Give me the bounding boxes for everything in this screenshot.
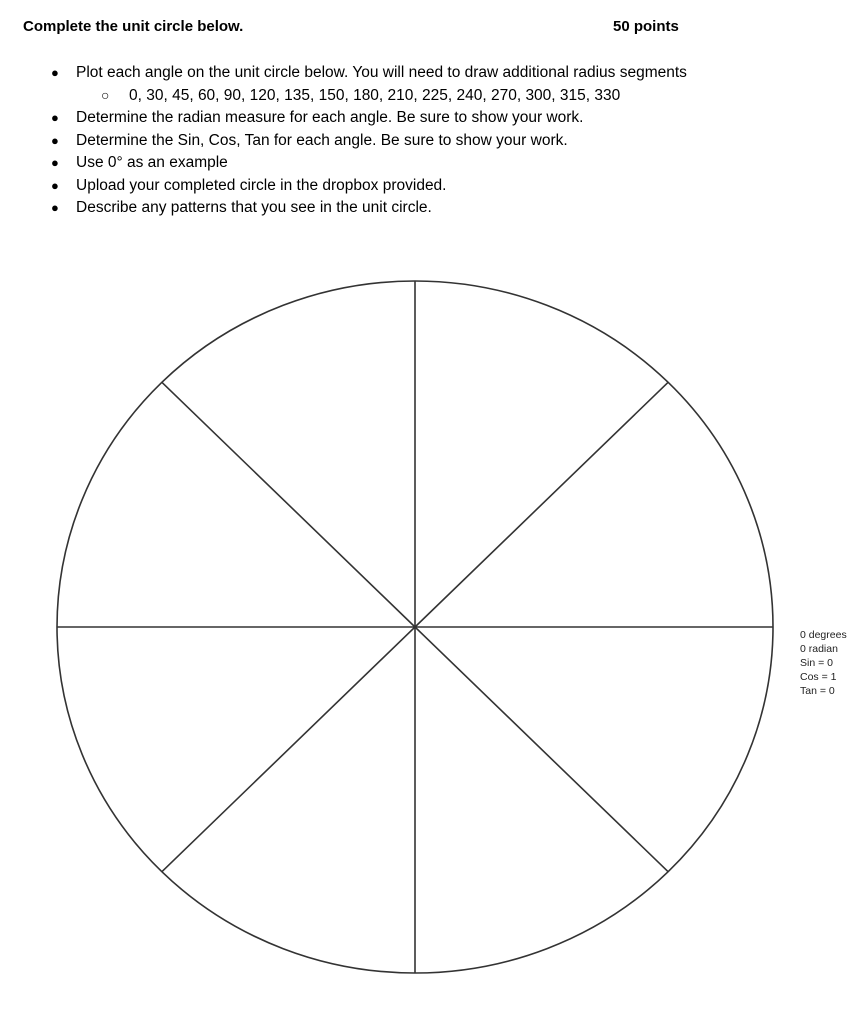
- instruction-text: Plot each angle on the unit circle below. You will need to draw additional radius segments: [76, 64, 687, 81]
- bullet-icon: ●: [51, 132, 59, 148]
- instruction-text: Determine the Sin, Cos, Tan for each angle. Be sure to show your work.: [76, 131, 568, 149]
- example-cos: Cos = 1: [800, 671, 837, 683]
- sub-bullet-icon: ○: [101, 86, 110, 103]
- instruction-text: Use 0° as an example: [76, 154, 228, 171]
- bullet-icon: ●: [51, 177, 59, 193]
- example-sin: Sin = 0: [800, 657, 833, 669]
- instruction-text: Upload your completed circle in the dropbox provided.: [76, 176, 447, 194]
- example-annotation: [800, 628, 847, 698]
- radius-segment-225: [162, 627, 415, 872]
- bullet-icon: ●: [51, 110, 59, 125]
- angle-list: 0, 30, 45, 60, 90, 120, 135, 150, 180, 210, 225, 240, 270, 300, 315, 330: [129, 86, 621, 104]
- radius-segment-135: [162, 382, 415, 627]
- example-tan: Tan = 0: [800, 685, 835, 697]
- page-title: Complete the unit circle below.: [23, 18, 244, 35]
- bullet-icon: ●: [51, 65, 59, 80]
- bullet-icon: ●: [51, 155, 59, 170]
- radius-segment-315: [415, 627, 668, 872]
- radius-segments: [57, 281, 773, 973]
- example-radian: 0 radian: [800, 643, 838, 655]
- bullet-icon: ●: [51, 200, 59, 215]
- instruction-text: Determine the radian measure for each angle. Be sure to show your work.: [76, 109, 584, 126]
- example-degrees: 0 degrees: [800, 629, 847, 641]
- instruction-text: Describe any patterns that you see in the unit circle.: [76, 199, 432, 216]
- points-label: 50 points: [613, 18, 679, 35]
- radius-segment-45: [415, 382, 668, 627]
